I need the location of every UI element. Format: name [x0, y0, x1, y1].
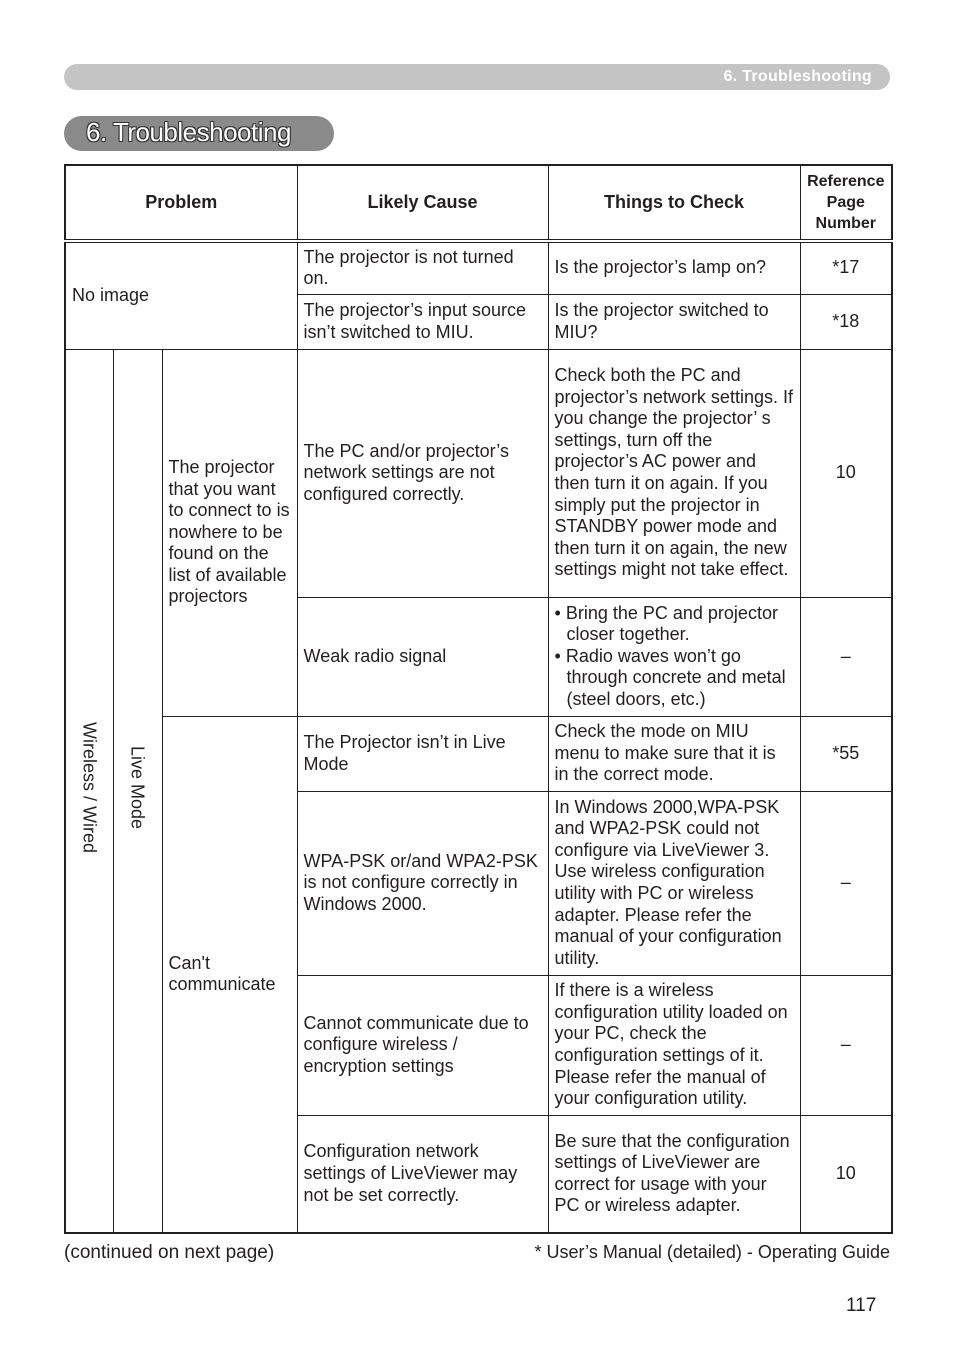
ref-cell: 10	[800, 349, 892, 597]
ref-cell: *17	[800, 241, 892, 294]
check-cell: Check both the PC and projector’s network settings. If you change the projector’ s settings, turn off the projector’s AC power and then turn it on again. If you simply put the projector in STANDBY power mode and then turn it on again, the new settings might not take effect.	[548, 349, 800, 597]
check-cell: In Windows 2000,WPA-PSK and WPA2-PSK could not configure via LiveViewer 3. Use wireless configuration utility with PC or wireless adapter. Please refer the manual of your configuration utility.	[548, 791, 800, 975]
list-item: • Radio waves won’t go through concrete and metal (steel doors, etc.)	[554, 645, 786, 709]
table-row	[65, 716, 892, 791]
check-cell: Check the mode on MIU menu to make sure that it is in the correct mode.	[548, 716, 800, 791]
running-header-text: 6. Troubleshooting	[723, 68, 872, 85]
header-reference-page	[800, 165, 892, 241]
continued-note: (continued on next page)	[64, 1242, 275, 1263]
problem-not-found: The projector that you want to connect to is nowhere to be found on the list of available projectors	[162, 349, 297, 716]
problem-cant-communicate: Can't communicate	[162, 716, 297, 1233]
footnote: * User’s Manual (detailed) - Operating Guide	[534, 1242, 890, 1262]
header-problem: Problem	[65, 165, 297, 241]
ref-cell: *18	[800, 294, 892, 349]
list-item: • Bring the PC and projector closer together.	[554, 602, 778, 645]
category-cell	[65, 349, 113, 1233]
page-number: 117	[846, 1295, 877, 1316]
check-cell: Is the projector switched to MIU?	[548, 294, 800, 349]
section-title-badge	[64, 116, 334, 151]
cause-cell: Weak radio signal	[297, 597, 548, 716]
cause-cell: Cannot communicate due to configure wireless / encryption settings	[297, 975, 548, 1115]
check-cell: Be sure that the configuration settings of LiveViewer are correct for usage with your PC or wireless adapter.	[548, 1115, 800, 1233]
cause-cell: The projector is not turned on.	[297, 241, 548, 294]
cause-cell: The Projector isn’t in Live Mode	[297, 716, 548, 791]
header-ref-line1: Reference	[807, 173, 885, 190]
check-cell: If there is a wireless configuration utility loaded on your PC, check the configuration settings of it. Please refer the manual of your configuration utility.	[548, 975, 800, 1115]
ref-cell: –	[800, 597, 892, 716]
header-likely-cause: Likely Cause	[297, 165, 548, 241]
header-ref-line2: Page	[826, 194, 865, 211]
problem-no-image: No image	[65, 241, 297, 349]
section-title-text: 6. Troubleshooting	[86, 117, 291, 147]
header-ref-line3: Number	[815, 215, 876, 232]
cause-cell: The projector’s input source isn’t switched to MIU.	[297, 294, 548, 349]
ref-cell: –	[800, 975, 892, 1115]
cause-cell: WPA-PSK or/and WPA2-PSK is not configure correctly in Windows 2000.	[297, 791, 548, 975]
table-header-row	[65, 165, 892, 241]
ref-cell: –	[800, 791, 892, 975]
category-label: Wireless / Wired	[79, 722, 100, 854]
table-row	[65, 349, 892, 597]
troubleshooting-table	[64, 164, 893, 1234]
header-things-to-check: Things to Check	[548, 165, 800, 241]
check-cell: Is the projector’s lamp on?	[548, 241, 800, 294]
table-row	[65, 241, 892, 294]
mode-cell	[113, 349, 162, 1233]
check-bullet-list	[555, 603, 794, 711]
cause-cell: The PC and/or projector’s network settings are not configured correctly.	[297, 349, 548, 597]
check-cell	[548, 597, 800, 716]
running-header-bar	[64, 64, 890, 90]
cause-cell: Configuration network settings of LiveViewer may not be set correctly.	[297, 1115, 548, 1233]
mode-label: Live Mode	[127, 746, 148, 830]
ref-cell: *55	[800, 716, 892, 791]
ref-cell: 10	[800, 1115, 892, 1233]
